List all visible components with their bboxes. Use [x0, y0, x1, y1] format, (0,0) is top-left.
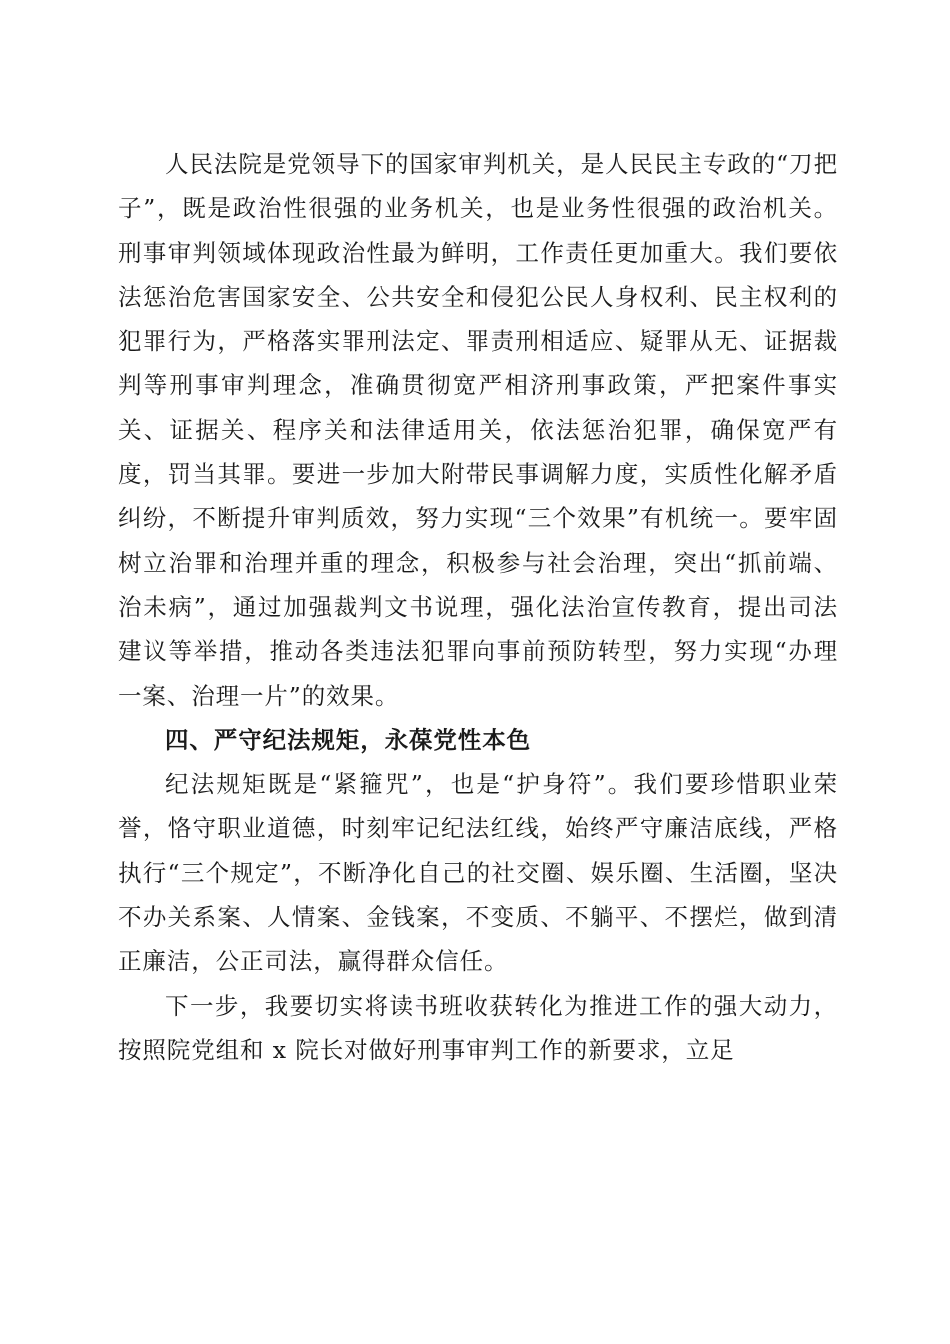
paragraph-court-role: 人民法院是党领导下的国家审判机关，是人民民主专政的“刀把子”，既是政治性很强的业务机关，也是业务性很强的政治机关。刑事审判领域体现政治性最为鲜明，工作责任更加重大。我们要依法惩治危害国家安全、公共安全和侵犯公民人身权利、民主权利的犯罪行为，严格落实罪刑法定、罪责刑相适应、疑罪从无、证据裁判等刑事审判理念，准确贯彻宽严相济刑事政策，严把案件事实关、证据关、程序关和法律适用关，依法惩治犯罪，确保宽严有度，罚当其罪。要进一步加大附带民事调解力度，实质性化解矛盾纠纷，不断提升审判质效，努力实现“三个效果”有机统一。要牢固树立治罪和治理并重的理念，积极参与社会治理，突出“抓前端、治未病”，通过加强裁判文书说理，强化法治宣传教育，提出司法建议等举措，推动各类违法犯罪向事前预防转型，努力实现“办理一案、治理一片”的效果。 — [118, 150, 838, 710]
paragraph-discipline: 纪法规矩既是“紧箍咒”，也是“护身符”。我们要珍惜职业荣誉，恪守职业道德，时刻牢记纪法红线，始终严守廉洁底线，严格执行“三个规定”，不断净化自己的社交圈、娱乐圈、生活圈，坚决不办关系案、人情案、金钱案，不变质、不躺平、不摆烂，做到清正廉洁，公正司法，赢得群众信任。 — [118, 770, 838, 976]
paragraph-next-step: 下一步，我要切实将读书班收获转化为推进工作的强大动力，按照院党组和 x 院长对做好刑事审判工作的新要求，立足 — [118, 991, 838, 1064]
section-heading-four: 四、严守纪法规矩，永葆党性本色 — [165, 725, 531, 754]
document-body — [118, 142, 838, 1072]
